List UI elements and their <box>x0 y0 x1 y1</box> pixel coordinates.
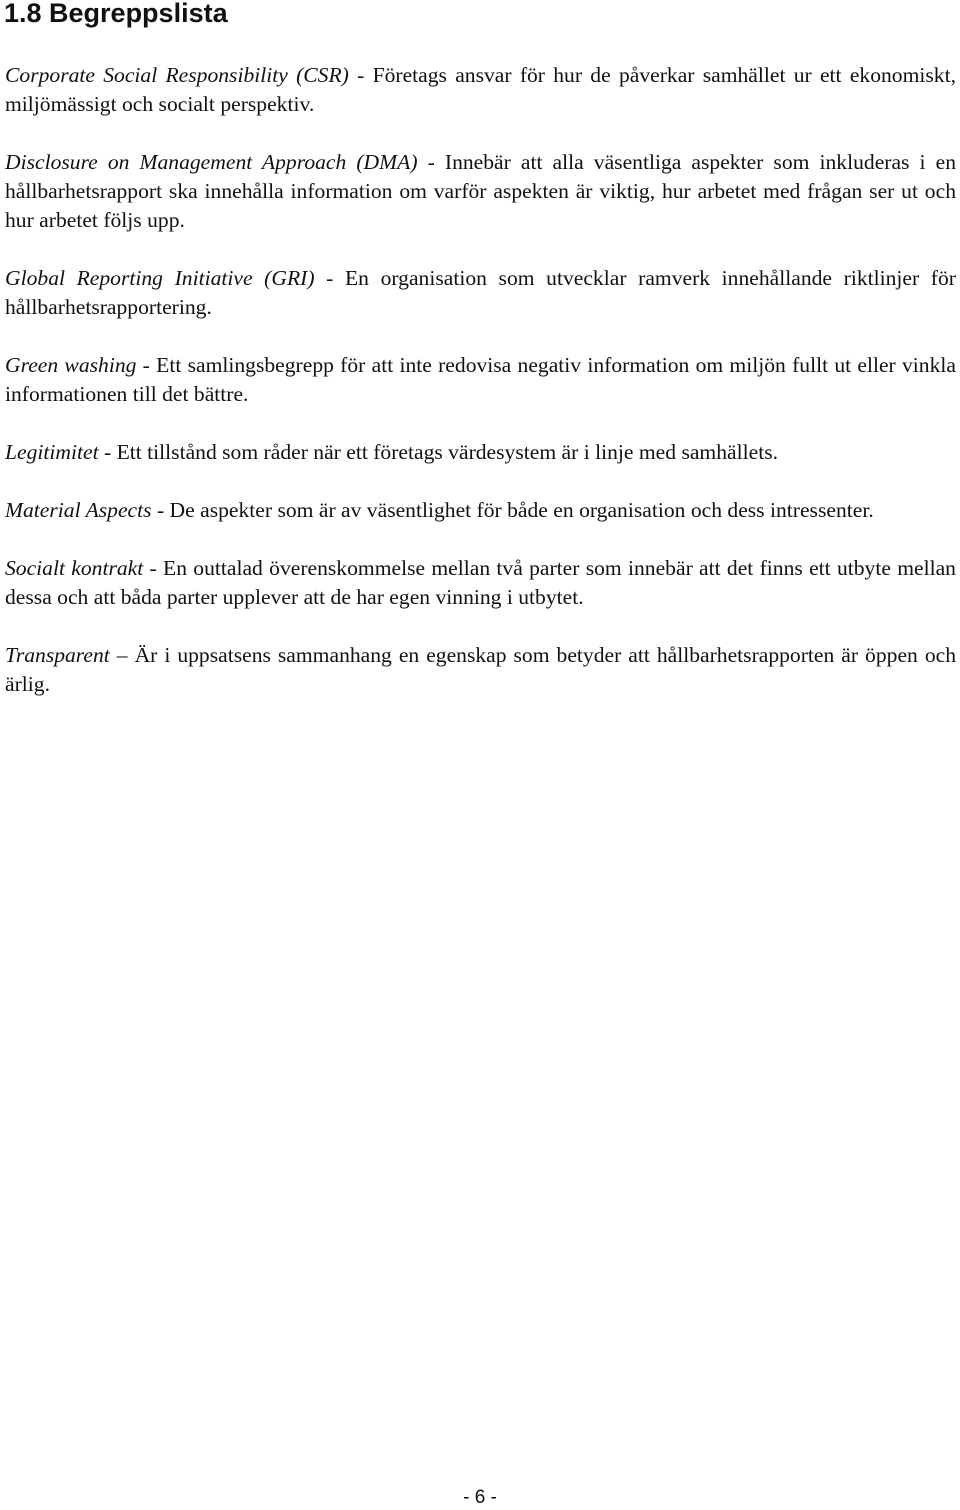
glossary-term: Global Reporting Initiative (GRI) <box>5 266 315 290</box>
glossary-definition: Ett samlingsbegrepp för att inte redovisa negativ information om miljön fullt ut eller vinkla informationen till det bättre. <box>5 353 956 406</box>
glossary-entry-green-washing <box>5 351 956 409</box>
glossary-definition: Ett tillstånd som råder när ett företags värdesystem är i linje med samhällets. <box>116 440 778 464</box>
glossary-separator: - <box>314 266 345 290</box>
glossary-term: Corporate Social Responsibility (CSR) <box>5 63 349 87</box>
glossary-separator: - <box>151 498 170 522</box>
glossary-entry-socialt-kontrakt <box>5 554 956 612</box>
glossary-separator: - <box>417 150 445 174</box>
glossary-entry-csr <box>5 61 956 119</box>
glossary-separator: - <box>143 556 164 580</box>
glossary-entry-material-aspects <box>5 496 956 525</box>
glossary-term: Green washing <box>5 353 137 377</box>
glossary-definition: Företags ansvar för hur de påverkar samhället ur ett ekonomiskt, miljömässigt och socialt perspektiv. <box>5 63 956 116</box>
glossary-definition: En outtalad överenskommelse mellan två parter som innebär att det finns ett utbyte mellan dessa och att båda parter upplever att de har egen vinning i utbytet. <box>5 556 956 609</box>
glossary-entry-dma <box>5 148 956 235</box>
glossary-list <box>5 61 956 699</box>
section-heading: 1.8 Begreppslista <box>4 0 228 28</box>
glossary-separator: - <box>348 63 373 87</box>
glossary-definition: Är i uppsatsens sammanhang en egenskap som betyder att hållbarhetsrapporten är öppen och ärlig. <box>5 643 956 696</box>
glossary-separator: - <box>98 440 117 464</box>
glossary-term: Socialt kontrakt <box>5 556 144 580</box>
glossary-definition: De aspekter som är av väsentlighet för både en organisation och dess intressenter. <box>169 498 874 522</box>
glossary-definition: En organisation som utvecklar ramverk innehållande riktlinjer för hållbarhetsrapportering. <box>5 266 956 319</box>
glossary-separator: – <box>109 643 135 667</box>
glossary-entry-gri <box>5 264 956 322</box>
glossary-entry-legitimitet <box>5 438 956 467</box>
glossary-term: Material Aspects <box>5 498 152 522</box>
glossary-term: Transparent <box>5 643 110 667</box>
glossary-term: Legitimitet <box>5 440 99 464</box>
glossary-term: Disclosure on Management Approach (DMA) <box>5 150 418 174</box>
glossary-entry-transparent <box>5 641 956 699</box>
glossary-separator: - <box>136 353 157 377</box>
page-number: - 6 - <box>463 1487 497 1508</box>
glossary-definition: Innebär att alla väsentliga aspekter som inkluderas i en hållbarhetsrapport ska innehålla information om varför aspekten är viktig, hur arbetet med frågan ser ut och hur arbetet följs upp. <box>5 150 956 232</box>
